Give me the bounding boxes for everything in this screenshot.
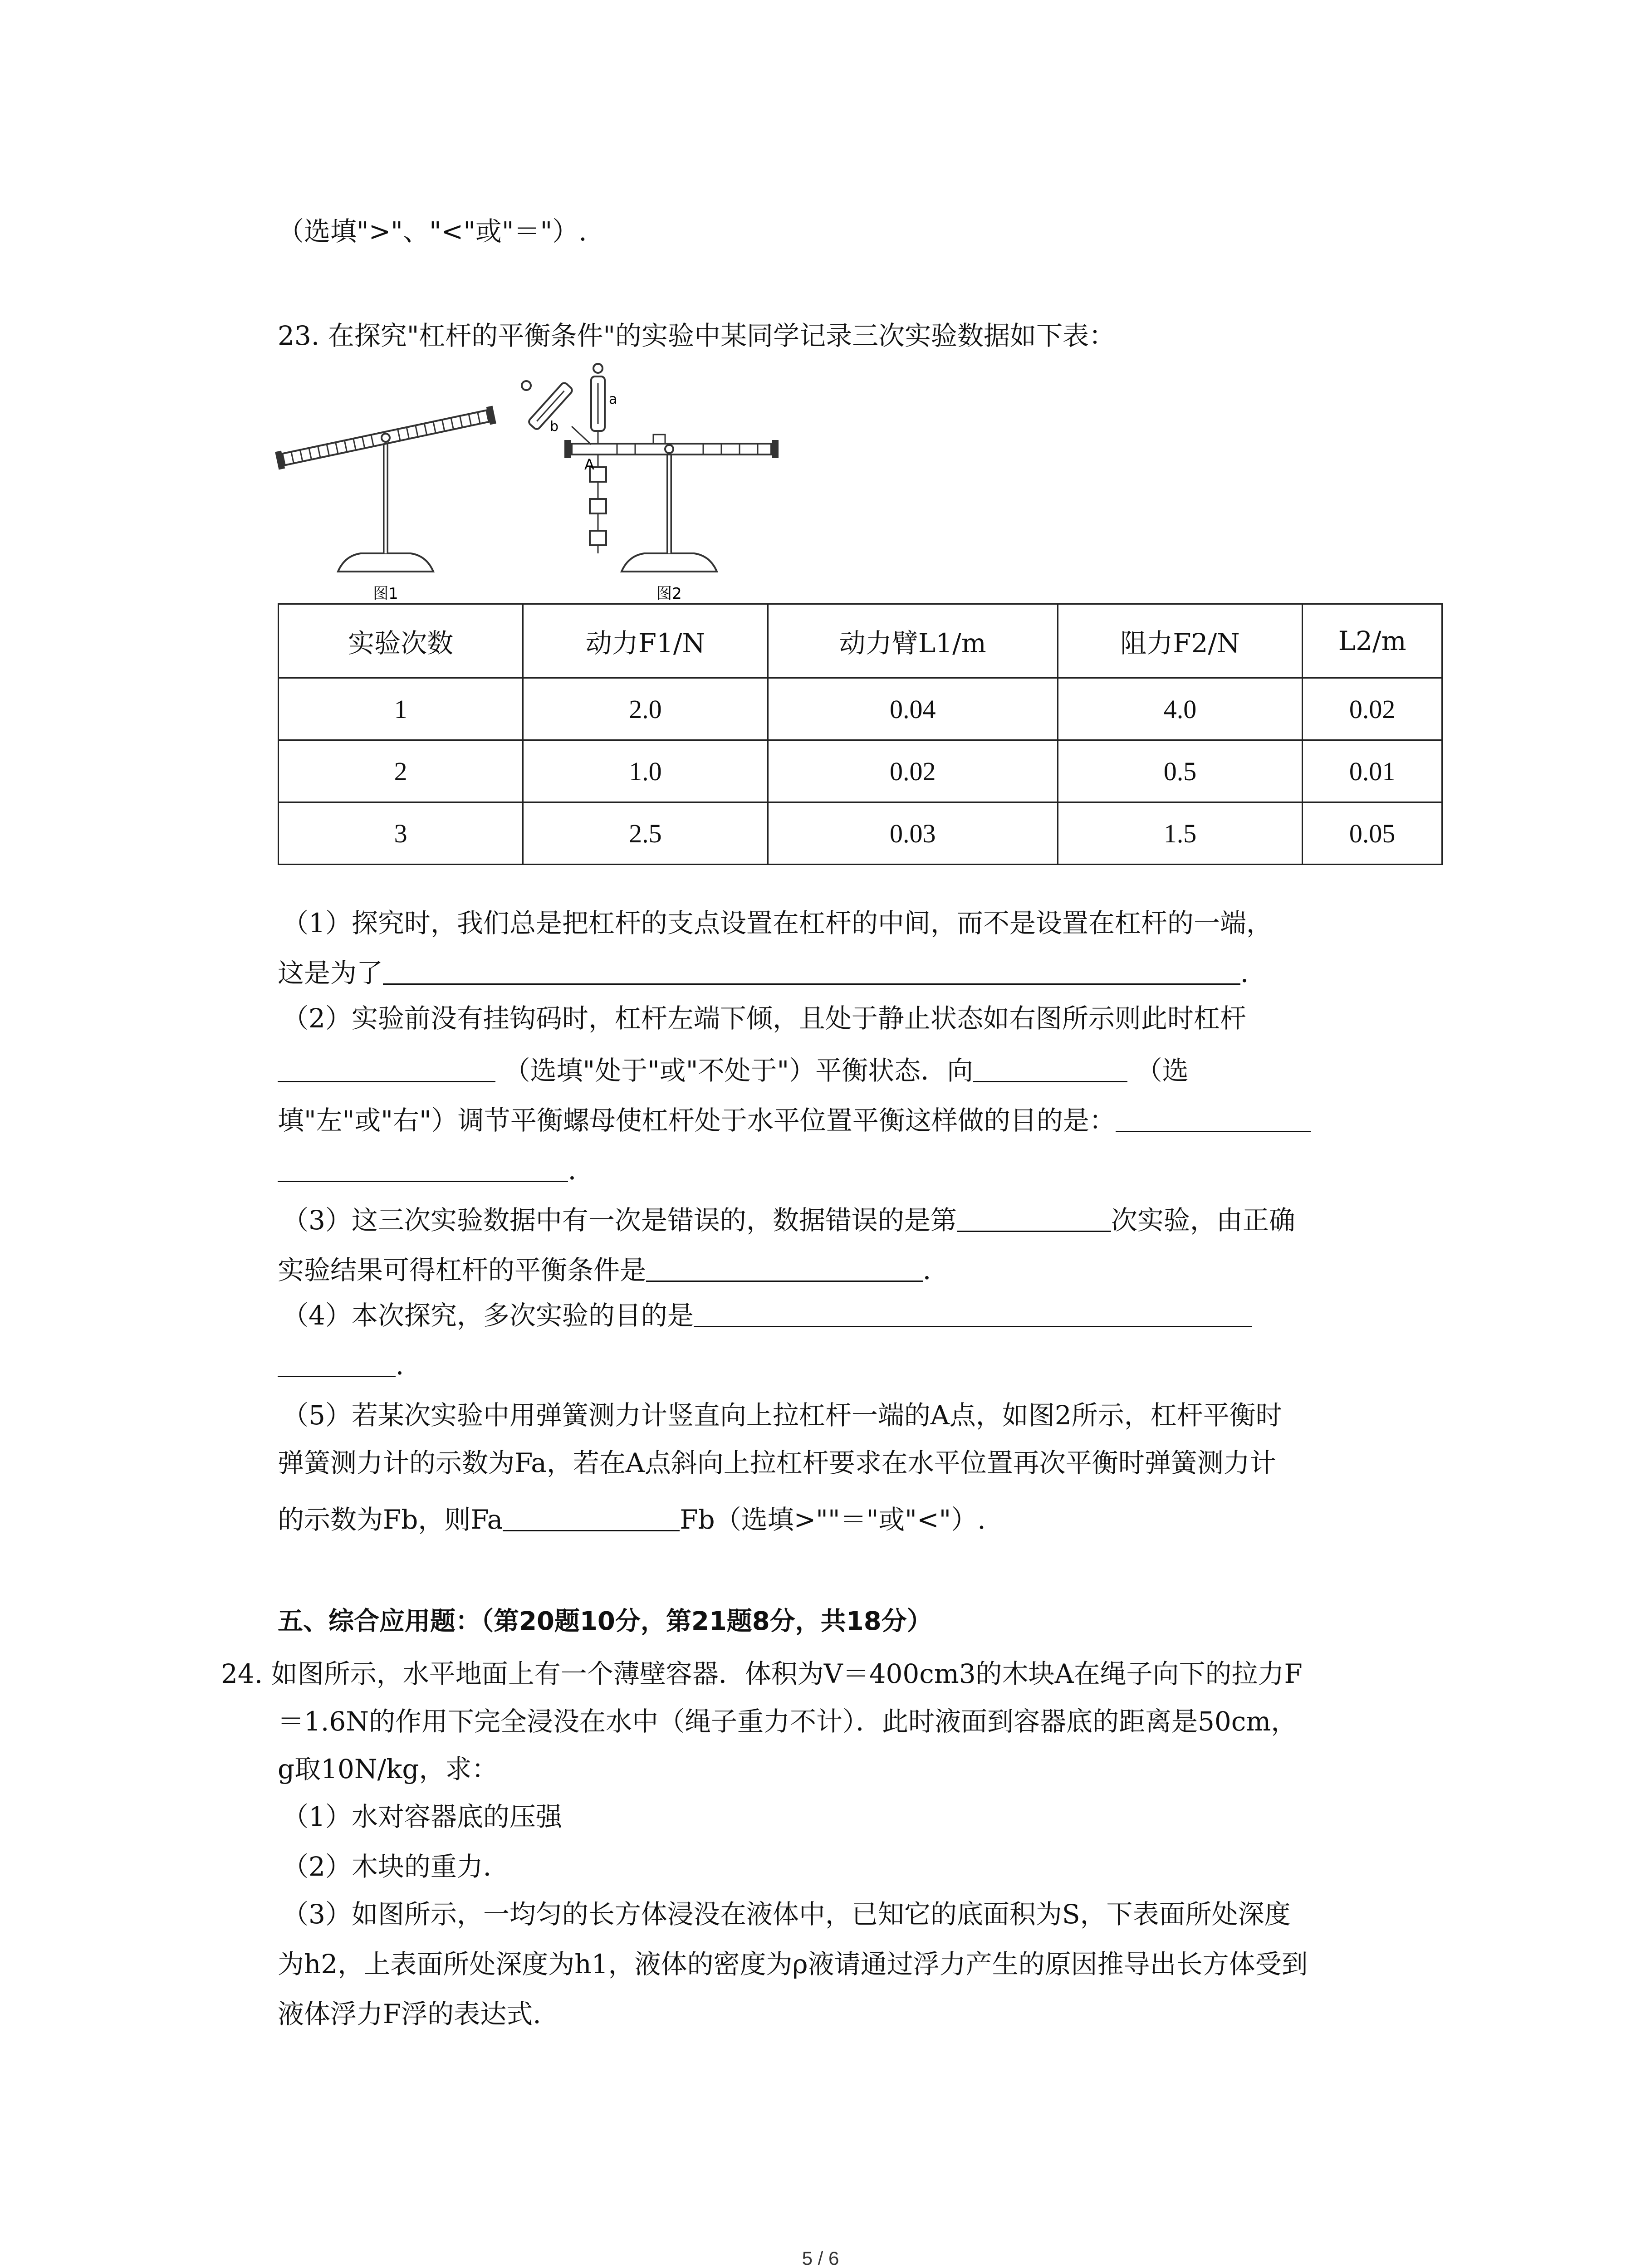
answer-blank[interactable] — [1116, 1105, 1311, 1132]
table-header-cell: 动力臂L1/m — [768, 604, 1058, 678]
section-heading: 五、综合应用题：（第20题10分，第21题8分，共18分） — [278, 1607, 932, 1636]
q24-sub3-line2: 为h2，上表面所处深度为h1，液体的密度为ρ液请通过浮力产生的原因推导出长方体受到 — [278, 1949, 1308, 1980]
q23-part4-text: （4）本次探究，多次实验的目的是 — [282, 1300, 694, 1331]
q24-sub1: （1）水对容器底的压强 — [282, 1801, 562, 1832]
q23-part1-line1: （1）探究时，我们总是把杠杆的支点设置在杠杆的中间，而不是设置在杠杆的一端， — [282, 908, 1273, 938]
table-cell: 0.5 — [1058, 740, 1302, 802]
page-number: 5 / 6 — [802, 2248, 839, 2268]
table-cell: 0.02 — [768, 740, 1058, 802]
table-cell: 2 — [279, 740, 523, 802]
answer-blank[interactable] — [503, 1504, 680, 1531]
table-row — [279, 678, 1442, 740]
q23-part3-text: （3）这三次实验数据中有一次是错误的，数据错误的是第 — [282, 1205, 957, 1236]
q23-stem — [278, 318, 1115, 354]
answer-blank[interactable] — [278, 1349, 396, 1377]
q23-part4-line2: ． — [278, 1347, 422, 1383]
q23-part4-line1 — [282, 1297, 1252, 1334]
q24-line1 — [221, 1656, 1303, 1692]
table-header-cell: L2/m — [1303, 604, 1442, 678]
q23-part2-text-tail: （选 — [1136, 1055, 1189, 1086]
figure2-mark-a: a — [609, 391, 617, 407]
q24-sub3-line3: 液体浮力F浮的表达式. — [278, 1999, 541, 2029]
q23-part5-text-tail: Fb（选填>""＝"或"<"）. — [680, 1504, 986, 1535]
table-cell: 3 — [279, 802, 523, 865]
answer-blank[interactable] — [383, 957, 1240, 985]
table-cell: 1.5 — [1058, 802, 1302, 865]
q23-part5-line1: （5）若某次实验中用弹簧测力计竖直向上拉杠杆一端的A点，如图2所示，杠杆平衡时 — [282, 1400, 1282, 1431]
q24-sub3-line1: （3）如图所示，一均匀的长方体浸没在液体中，已知它的底面积为S，下表面所处深度 — [282, 1899, 1291, 1930]
top-instruction: （选填">"、"<"或"＝"）. — [278, 216, 587, 247]
table-header-cell: 实验次数 — [279, 604, 523, 678]
answer-blank[interactable] — [278, 1154, 568, 1182]
table-cell: 0.02 — [1303, 678, 1442, 740]
table-cell: 0.05 — [1303, 802, 1442, 865]
table-cell: 0.01 — [1303, 740, 1442, 802]
q24-line2: ＝1.6N的作用下完全浸没在水中（绳子重力不计）．此时液面到容器底的距离是50cm， — [278, 1706, 1298, 1737]
q23-stem-text: 在探究"杠杆的平衡条件"的实验中某同学记录三次实验数据如下表： — [328, 320, 1116, 351]
table-row — [279, 802, 1442, 865]
q23-part5-line2: 弹簧测力计的示数为Fa，若在A点斜向上拉杠杆要求在水平位置再次平衡时弹簧测力计 — [278, 1447, 1276, 1478]
q23-part2-line3 — [278, 1102, 1311, 1139]
figure1-lever-diagram — [275, 406, 496, 572]
q23-part3-text-tail: 次实验，由正确 — [1111, 1205, 1295, 1236]
table-header-row — [279, 604, 1442, 678]
table-cell: 4.0 — [1058, 678, 1302, 740]
figure2-mark-b: b — [550, 419, 559, 435]
table-cell: 0.03 — [768, 802, 1058, 865]
q23-part1-prompt: 这是为了 — [278, 958, 383, 988]
figure2-mark-A: A — [584, 456, 594, 473]
answer-blank[interactable] — [973, 1055, 1127, 1082]
q23-part2-line1: （2）实验前没有挂钩码时，杠杆左端下倾，且处于静止状态如右图所示则此时杠杆 — [282, 1003, 1246, 1034]
table-cell: 2.0 — [523, 678, 768, 740]
figure2-label: 图2 — [656, 585, 682, 603]
q23-number: 23. — [278, 320, 320, 351]
figure1-label: 图1 — [373, 585, 398, 603]
table-header-cell: 阻力F2/N — [1058, 604, 1302, 678]
q23-part5-text: 的示数为Fb，则Fa — [278, 1504, 503, 1535]
q23-part2-line4: ． — [278, 1152, 594, 1188]
q23-part3-line2: 实验结果可得杠杆的平衡条件是 ． — [278, 1255, 950, 1286]
q23-part2-purpose: 填"左"或"右"）调节平衡螺母使杠杆处于水平位置平衡这样做的目的是： — [278, 1105, 1116, 1136]
table-cell: 1 — [279, 678, 523, 740]
q23-part3-line1 — [282, 1202, 1295, 1238]
q24-number: 24. — [221, 1658, 263, 1689]
q23-part1-line2: 这是为了 ． — [278, 958, 1267, 988]
table-header-cell: 动力F1/N — [523, 604, 768, 678]
q23-part5-line3 — [278, 1501, 986, 1538]
figure2-lever-diagram — [522, 364, 779, 572]
answer-blank[interactable] — [694, 1300, 1252, 1327]
q23-part3-condition: 实验结果可得杠杆的平衡条件是 — [278, 1255, 647, 1286]
table-row — [279, 740, 1442, 802]
table-cell: 0.04 — [768, 678, 1058, 740]
answer-blank[interactable] — [278, 1055, 495, 1082]
table-cell: 2.5 — [523, 802, 768, 865]
q24-sub2: （2）木块的重力． — [282, 1851, 509, 1882]
table-cell: 1.0 — [523, 740, 768, 802]
answer-blank[interactable] — [646, 1254, 923, 1282]
lever-figures — [272, 358, 794, 603]
q23-part2-line2 — [278, 1052, 1189, 1089]
lever-data-table — [278, 603, 1443, 865]
q23-part2-text: （选填"处于"或"不处于"）平衡状态．向 — [504, 1055, 974, 1086]
answer-blank[interactable] — [957, 1204, 1111, 1232]
q24-line3: g取10N/kg，求： — [278, 1754, 498, 1784]
q24-text: 如图所示，水平地面上有一个薄壁容器．体积为V＝400cm3的木块A在绳子向下的拉力F — [271, 1658, 1303, 1689]
